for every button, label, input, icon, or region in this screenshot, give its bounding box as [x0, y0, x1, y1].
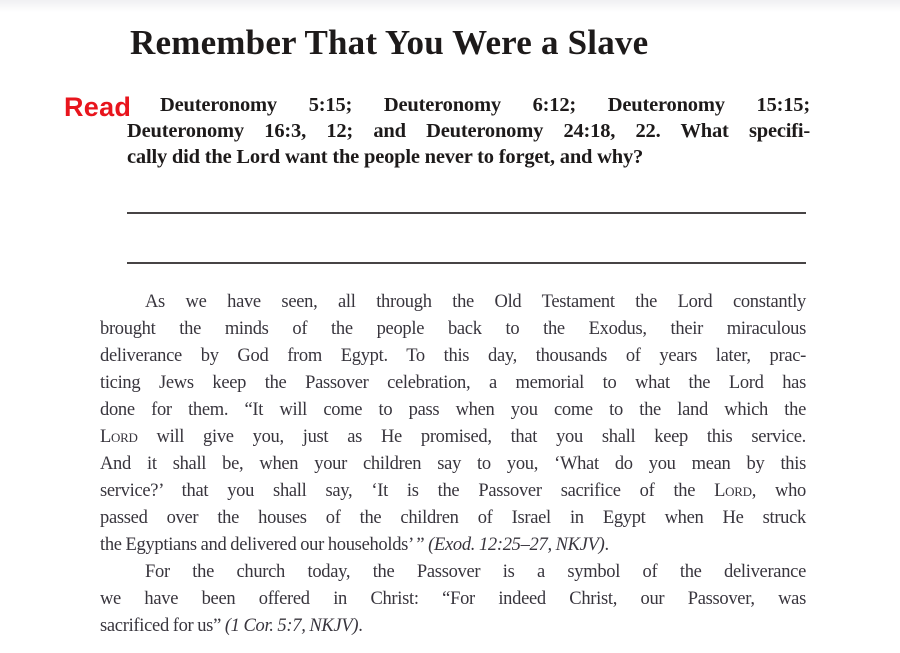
text-segment: the Egyptians and delivered our households’ ” — [100, 535, 429, 555]
divine-name-small-caps: Lord — [714, 481, 752, 501]
text-segment: Deuteronomy 16:3, 12; and Deuteronomy 24:18, 22. What specifi- — [127, 120, 810, 142]
answer-line — [127, 212, 806, 214]
body-line — [100, 397, 806, 424]
text-segment: will give you, just as He promised, that you shall keep this service. — [137, 427, 806, 447]
page-top-shadow — [0, 0, 900, 12]
page-title: Remember That You Were a Slave — [130, 23, 649, 62]
text-segment: . — [358, 616, 363, 636]
body-line — [100, 424, 806, 451]
question-line — [127, 144, 810, 170]
text-segment: cally did the Lord want the people never to forget, and why? — [127, 146, 644, 168]
question-text — [127, 92, 810, 170]
body-line — [100, 478, 806, 505]
text-segment: done for them. “It will come to pass when you come to the land which the — [100, 400, 806, 420]
read-label: Read — [64, 92, 132, 122]
body-line — [100, 505, 806, 532]
text-segment: . — [604, 535, 609, 555]
text-segment: service?’ that you shall say, ‘It is the Passover sacrifice of the — [100, 481, 715, 501]
body-line — [100, 370, 806, 397]
body-paragraph — [100, 559, 806, 640]
text-segment: And it shall be, when your children say to you, ‘What do you mean by this — [100, 454, 806, 474]
scripture-reference: (1 Cor. 5:7, NKJV) — [224, 616, 359, 636]
text-segment: sacrificed for us” — [100, 616, 225, 636]
question-line — [127, 118, 810, 144]
body-line — [100, 532, 806, 559]
divine-name-small-caps: Lord — [100, 427, 138, 447]
scripture-reference: (Exod. 12:25–27, NKJV) — [428, 535, 605, 555]
text-segment: brought the minds of the people back to the Exodus, their miraculous — [100, 319, 806, 339]
body-line — [100, 613, 806, 640]
body-line — [100, 316, 806, 343]
text-segment: we have been offered in Christ: “For indeed Christ, our Passover, was — [100, 589, 806, 609]
text-segment: As we have seen, all through the Old Testament the Lord constantly — [145, 292, 806, 312]
answer-line — [127, 262, 806, 264]
question-line — [127, 92, 810, 118]
text-segment: ticing Jews keep the Passover celebration, a memorial to what the Lord has — [100, 373, 806, 393]
body-line — [100, 559, 806, 586]
text-segment: Deuteronomy 5:15; Deuteronomy 6:12; Deuteronomy 15:15; — [160, 94, 810, 116]
body-text — [100, 289, 806, 640]
text-segment: passed over the houses of the children of Israel in Egypt when He struck — [100, 508, 806, 528]
text-segment: , who — [751, 481, 806, 501]
text-segment: deliverance by God from Egypt. To this day, thousands of years later, prac- — [100, 346, 806, 366]
body-line — [100, 343, 806, 370]
body-line — [100, 451, 806, 478]
body-paragraph — [100, 289, 806, 559]
body-line — [100, 586, 806, 613]
body-line — [100, 289, 806, 316]
text-segment: For the church today, the Passover is a symbol of the deliverance — [145, 562, 806, 582]
